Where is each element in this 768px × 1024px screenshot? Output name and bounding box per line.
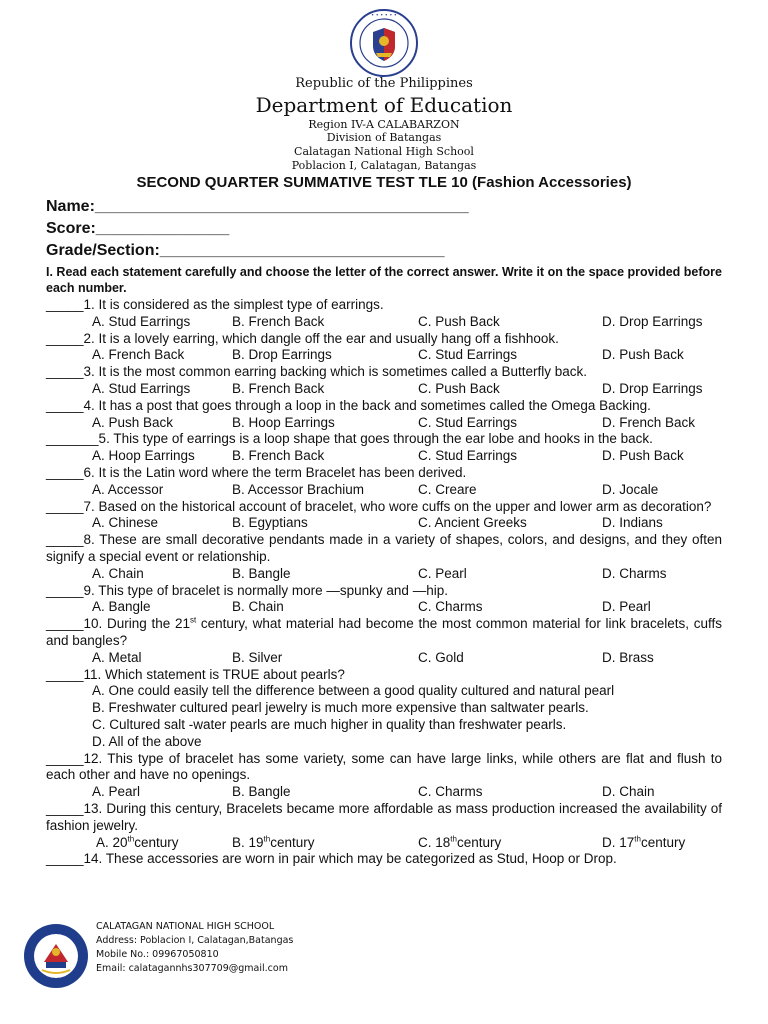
option-line: D. All of the above <box>92 733 202 749</box>
region-line: Region IV-A CALABARZON <box>308 118 460 131</box>
choices-5 <box>46 448 722 465</box>
question-list <box>46 297 722 868</box>
deped-seal-logo <box>340 8 428 78</box>
name-field[interactable]: Name:__________________________________________ <box>46 198 469 215</box>
choice: C. Pearl <box>418 565 467 581</box>
choice-sup: th <box>634 834 641 843</box>
choices-13 <box>46 835 722 852</box>
choice: B. Hoop Earrings <box>232 414 335 430</box>
choice: A. Push Back <box>92 414 174 430</box>
question-10 <box>46 616 722 650</box>
svg-text:• • • • • •: • • • • • • <box>371 12 397 19</box>
choice: B. Drop Earrings <box>232 347 332 363</box>
question-10-pre: _____10. During the 21 <box>46 616 190 632</box>
choices-1 <box>46 314 722 331</box>
choice-pre: B. 19 <box>232 834 264 850</box>
choice: A. Stud Earrings <box>92 313 191 329</box>
choices-6 <box>46 482 722 499</box>
choice: D. Push Back <box>602 448 684 464</box>
choice: D. Chain <box>602 784 655 800</box>
choice: D. Indians <box>602 515 663 531</box>
choice: C. Gold <box>418 649 464 665</box>
choice-pre: C. 18 <box>418 834 451 850</box>
choices-8 <box>46 566 722 583</box>
choice-post: century <box>134 834 179 850</box>
grade-section-field[interactable]: Grade/Section:________________________________ <box>46 242 445 259</box>
choices-2 <box>46 347 722 364</box>
choice-pre: D. 17 <box>602 834 635 850</box>
question-9: _____9. This type of bracelet is normally more —spunky and —hip. <box>46 582 448 598</box>
question-8: _____8. These are small decorative pendants made in a variety of shapes, colors, and designs, and they often signify a special event or relationship. <box>46 532 722 564</box>
question-7: _____7. Based on the historical account of bracelet, who wore cuffs on the upper and lower arm as decoration? <box>46 498 712 514</box>
choices-7 <box>46 515 722 532</box>
question-13: _____13. During this century, Bracelets became more affordable as mass production increased the availability of fashion jewelry. <box>46 800 722 833</box>
choice <box>232 835 418 852</box>
choice: A. Chinese <box>92 515 159 531</box>
choice: B. Egyptians <box>232 515 308 531</box>
choice-sup: th <box>450 834 457 843</box>
choice-post: century <box>270 834 315 850</box>
choice: B. Bangle <box>232 784 291 800</box>
choices-10 <box>46 650 722 667</box>
choice-pre: A. 20 <box>96 834 128 850</box>
choice: D. Charms <box>602 565 667 581</box>
choice: A. Pearl <box>92 784 141 800</box>
option-line: A. One could easily tell the difference between a good quality cultured and natural pearl <box>92 683 615 699</box>
choice: C. Stud Earrings <box>418 347 518 363</box>
choice: D. Brass <box>602 649 654 665</box>
test-title: SECOND QUARTER SUMMATIVE TEST TLE 10 (Fashion Accessories) <box>136 174 632 191</box>
choice-post: century <box>456 834 502 850</box>
option-line: B. Freshwater cultured pearl jewelry is much more expensive than saltwater pearls. <box>92 700 589 716</box>
question-6: _____6. It is the Latin word where the term Bracelet has been derived. <box>46 464 467 480</box>
choice: C. Creare <box>418 481 477 497</box>
choice: A. Hoop Earrings <box>92 448 195 464</box>
score-field[interactable]: Score:_______________ <box>46 220 230 237</box>
choice-post: century <box>640 834 686 850</box>
choice: C. Charms <box>418 784 483 800</box>
footer-address: Address: Poblacion I, Calatagan,Batangas <box>96 935 294 946</box>
footer-mobile: Mobile No.: 09967050810 <box>96 949 219 960</box>
footer-email: Email: calatagannhs307709@gmail.com <box>96 963 288 974</box>
option-line: C. Cultured salt -water pearls are much higher in quality than freshwater pearls. <box>92 716 567 732</box>
choice: A. Bangle <box>92 599 151 615</box>
choice: A. Chain <box>92 565 144 581</box>
school-seal-logo <box>22 922 90 990</box>
choice: C. Stud Earrings <box>418 414 518 430</box>
choice: B. Chain <box>232 599 284 615</box>
choice: B. French Back <box>232 313 325 329</box>
choice: A. French Back <box>92 347 185 363</box>
question-11: _____11. Which statement is TRUE about pearls? <box>46 666 345 682</box>
choice: B. French Back <box>232 448 325 464</box>
choice: B. Bangle <box>232 565 291 581</box>
choices-12 <box>46 784 722 801</box>
choice <box>602 835 722 852</box>
choice: D. Drop Earrings <box>602 313 703 329</box>
question-12: _____12. This type of bracelet has some variety, some can have large links, while others are flat and flush to each other and have no openings. <box>46 750 722 783</box>
choice: C. Push Back <box>418 380 500 396</box>
school-line: Calatagan National High School <box>294 145 474 158</box>
question-1: _____1. It is considered as the simplest type of earrings. <box>46 297 384 312</box>
instructions: I. Read each statement carefully and choose the letter of the correct answer. Write it on the space provided before each number. <box>46 265 722 295</box>
choices-9 <box>46 599 722 616</box>
choice-sup: th <box>263 834 271 843</box>
question-10-sup: st <box>189 615 197 625</box>
question-3: _____3. It is the most common earring backing which is sometimes called a Butterfly back. <box>46 364 587 380</box>
choice: A. Accessor <box>92 481 164 497</box>
footer-contact <box>96 920 293 976</box>
question-14: _____14. These accessories are worn in pair which may be categorized as Stud, Hoop or Drop. <box>46 851 617 867</box>
choice: C. Charms <box>418 599 483 615</box>
republic-heading: Republic of the Philippines <box>295 76 473 91</box>
choice: A. Stud Earrings <box>92 380 191 396</box>
choice: C. Stud Earrings <box>418 448 518 464</box>
choices-3 <box>46 381 722 398</box>
choice: A. Metal <box>92 649 142 665</box>
division-line: Division of Batangas <box>326 131 442 144</box>
choice: C. Push Back <box>418 313 500 329</box>
question-2: _____2. It is a lovely earring, which dangle off the ear and usually hang off a fishhook. <box>46 330 559 346</box>
choice-sup: th <box>127 834 135 843</box>
choice: D. French Back <box>602 414 696 430</box>
choice: D. Pearl <box>602 599 651 615</box>
choices-4 <box>46 415 722 432</box>
address-line: Poblacion I, Calatagan, Batangas <box>291 159 477 172</box>
footer <box>22 918 742 988</box>
question-10-post: century, what material had become the most common material for link bracelets, cuffs and bangles? <box>46 616 722 648</box>
question-4: _____4. It has a post that goes through a loop in the back and sometimes called the Omega Backing. <box>46 397 651 413</box>
choice <box>418 835 602 852</box>
footer-school: CALATAGAN NATIONAL HIGH SCHOOL <box>96 921 275 932</box>
choice: D. Jocale <box>602 481 659 497</box>
choice: C. Ancient Greeks <box>418 515 527 531</box>
choice: B. Accessor Brachium <box>232 481 365 497</box>
department-heading: Department of Education <box>255 93 513 117</box>
choice: B. French Back <box>232 380 325 396</box>
choice: D. Drop Earrings <box>602 380 703 396</box>
choice: B. Silver <box>232 649 283 665</box>
choice <box>46 835 232 852</box>
choice: D. Push Back <box>602 347 684 363</box>
question-5: _______5. This type of earrings is a loop shape that goes through the ear lobe and hooks in the back. <box>46 431 653 447</box>
